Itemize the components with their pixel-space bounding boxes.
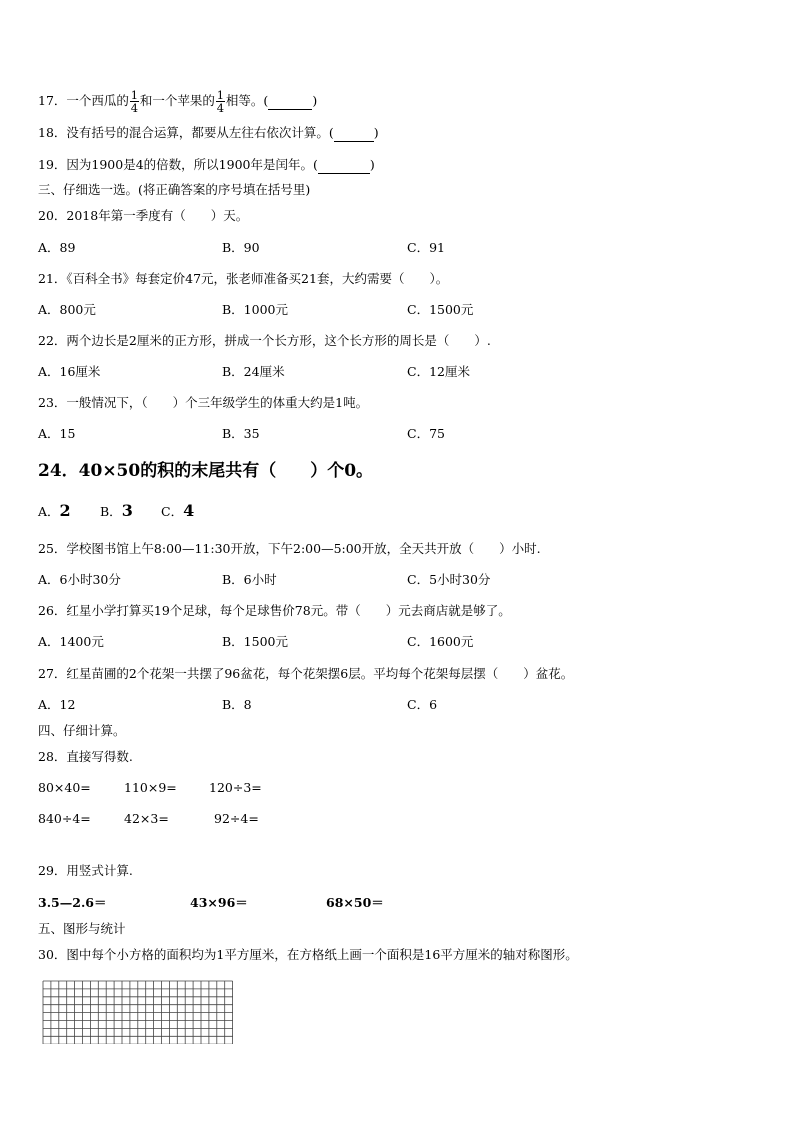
q25-option-c[interactable]: C．5小时30分	[407, 572, 491, 587]
q27-option-c[interactable]: C．6	[407, 697, 438, 712]
section-3-heading: 三、仔细选一选。(将正确答案的序号填在括号里)	[38, 182, 311, 197]
q17-text-post: 相等。(	[225, 93, 269, 108]
question-17: 17．一个西瓜的 $\frac{1}{4}$ 和一个苹果的 $\frac{1}{4}$ 相等。( )	[38, 88, 318, 115]
question-25: 25．学校图书馆上午8:00—11:30开放，下午2:00—5:00开放，全天共开放（ ）小时.	[38, 541, 541, 556]
question-28: 28．直接写得数.	[38, 749, 133, 764]
q22-option-b[interactable]: B．24厘米	[222, 364, 285, 379]
q21-option-b[interactable]: B．1000元	[222, 302, 288, 317]
q17-text-mid: 和一个苹果的	[139, 93, 215, 108]
section-4-heading: 四、仔细计算。	[38, 723, 126, 738]
q28-expr: 110×9=	[124, 780, 177, 795]
question-29: 29．用竖式计算.	[38, 863, 133, 878]
question-23: 23．一般情况下，（ ）个三年级学生的体重大约是1吨。	[38, 395, 369, 410]
q24-option-c[interactable]: C．4	[161, 501, 195, 520]
q29-expr: 3.5—2.6＝	[38, 895, 107, 910]
q26-option-a[interactable]: A．1400元	[38, 634, 104, 649]
answer-blank-17[interactable]	[268, 93, 312, 110]
question-30: 30．图中每个小方格的面积均为1平方厘米，在方格纸上画一个面积是16平方厘米的轴对称图形。	[38, 947, 578, 962]
q21-option-c[interactable]: C．1500元	[407, 302, 474, 317]
question-18: 18．没有括号的混合运算，都要从左往右依次计算。( )	[38, 125, 379, 140]
grid-paper[interactable]	[42, 980, 236, 1044]
q27-option-a[interactable]: A．12	[38, 697, 76, 712]
q26-option-c[interactable]: C．1600元	[407, 634, 474, 649]
q19-text: 19．因为1900是4的倍数，所以1900年是闰年。(	[38, 157, 318, 172]
q21-option-a[interactable]: A．800元	[38, 302, 96, 317]
q22-option-c[interactable]: C．12厘米	[407, 364, 470, 379]
question-22: 22．两个边长是2厘米的正方形，拼成一个长方形，这个长方形的周长是（ ）.	[38, 333, 491, 348]
q18-text: 18．没有括号的混合运算，都要从左往右依次计算。(	[38, 125, 334, 140]
q28-expr: 92÷4=	[214, 811, 259, 826]
q23-option-b[interactable]: B．35	[222, 426, 260, 441]
q20-option-c[interactable]: C．91	[407, 240, 445, 255]
q29-expr: 68×50＝	[326, 895, 384, 910]
q23-option-a[interactable]: A．15	[38, 426, 76, 441]
q29-expr: 43×96＝	[190, 895, 248, 910]
question-27: 27．红星苗圃的2个花架一共摆了96盆花，每个花架摆6层。平均每个花架每层摆（ ）盆花。	[38, 666, 574, 681]
question-21: 21．《百科全书》每套定价47元，张老师准备买21套，大约需要（ ）。	[38, 271, 449, 286]
q20-option-a[interactable]: A．89	[38, 240, 76, 255]
q25-option-a[interactable]: A．6小时30分	[38, 572, 121, 587]
q28-expr: 80×40=	[38, 780, 91, 795]
q22-option-a[interactable]: A．16厘米	[38, 364, 101, 379]
q28-expr: 840÷4=	[38, 811, 91, 826]
question-19: 19．因为1900是4的倍数，所以1900年是闰年。( )	[38, 157, 375, 172]
question-26: 26．红星小学打算买19个足球，每个足球售价78元。带（ ）元去商店就是够了。	[38, 603, 511, 618]
q24-option-b[interactable]: B．3	[100, 501, 133, 520]
fraction-one-quarter-2: $\frac{1}{4}$	[216, 88, 225, 115]
answer-blank-18[interactable]	[334, 125, 374, 142]
q28-expr: 42×3=	[124, 811, 169, 826]
q24-option-a[interactable]: A．2	[38, 501, 71, 520]
q25-option-b[interactable]: B．6小时	[222, 572, 277, 587]
question-20: 20．2018年第一季度有（ ）天。	[38, 208, 249, 223]
q28-expr: 120÷3=	[209, 780, 262, 795]
section-5-heading: 五、图形与统计	[38, 921, 126, 936]
q26-option-b[interactable]: B．1500元	[222, 634, 288, 649]
answer-blank-19[interactable]	[318, 157, 370, 174]
q17-text-pre: 17．一个西瓜的	[38, 93, 129, 108]
fraction-one-quarter-1: $\frac{1}{4}$	[130, 88, 139, 115]
question-24: 24．40×50的积的末尾共有（ ）个0。	[38, 461, 374, 481]
q20-option-b[interactable]: B．90	[222, 240, 260, 255]
q23-option-c[interactable]: C．75	[407, 426, 445, 441]
q27-option-b[interactable]: B．8	[222, 697, 252, 712]
